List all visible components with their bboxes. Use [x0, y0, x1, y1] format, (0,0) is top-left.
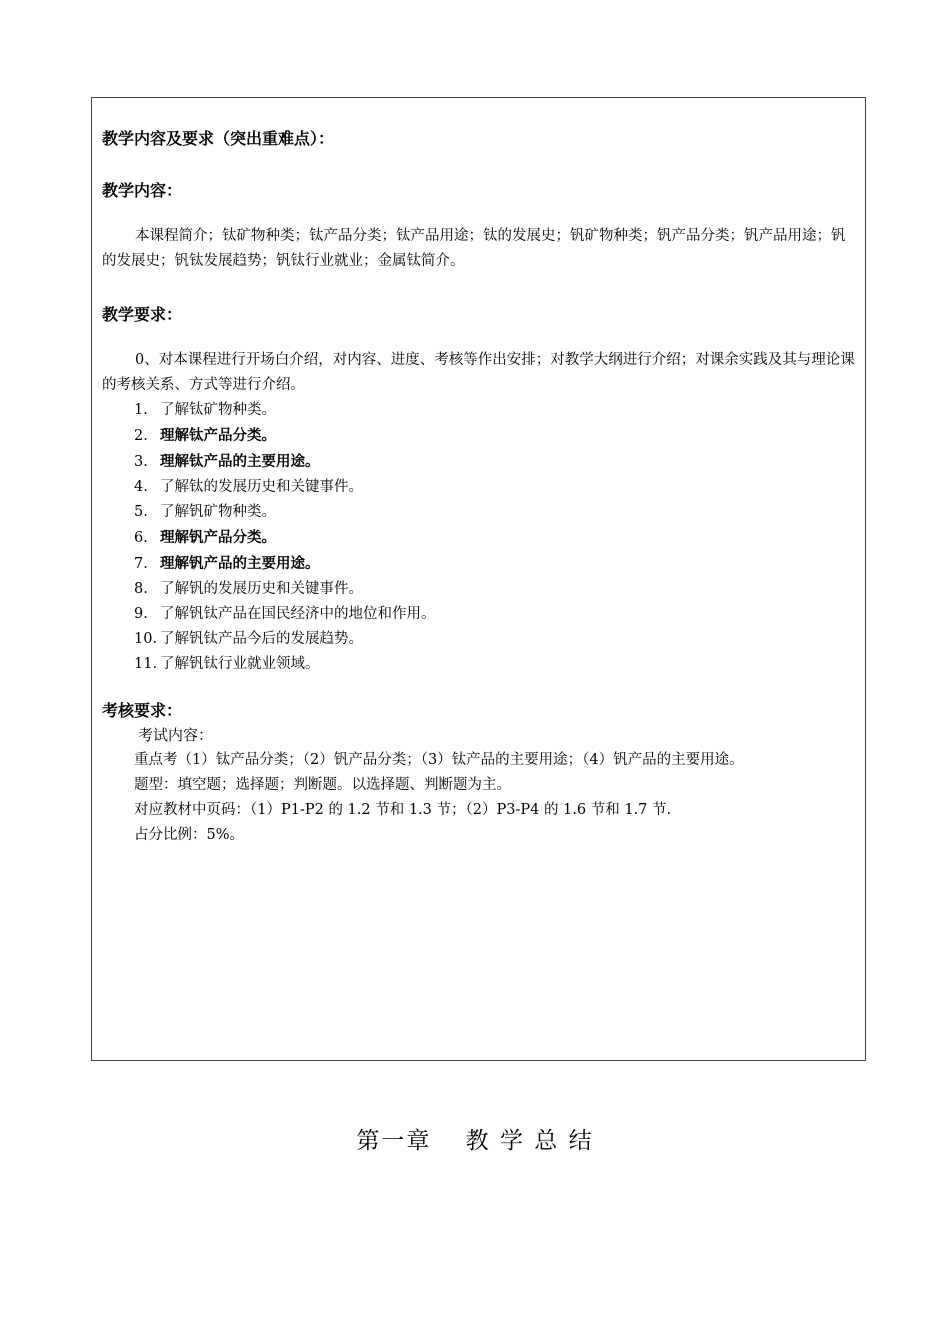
heading-teaching-content: 教学内容： — [102, 181, 183, 200]
heading-teaching-requirements: 教学要求： — [102, 305, 183, 324]
list-item: 4. 了解钛的发展历史和关键事件。 — [134, 479, 363, 495]
list-item: 5. 了解钒矿物种类。 — [134, 504, 276, 520]
exam-pages: 对应教材中页码：（1）P1-P2 的 1.2 节和 1.3 节；（2）P3-P4 的 1.6 节和 1.7 节. — [134, 802, 672, 818]
heading-content-and-requirements: 教学内容及要求（突出重难点）： — [102, 129, 335, 148]
list-item: 3. 理解钛产品的主要用途。 — [134, 453, 320, 470]
content-paragraph: 本课程简介；钛矿物种类；钛产品分类；钛产品用途；钛的发展史；钒矿物种类；钒产品分类；钒产品用途；钒的发展史；钒钛发展趋势；钒钛行业就业；金属钛简介。 — [102, 228, 846, 269]
list-item: 1. 了解钛矿物种类。 — [134, 402, 276, 418]
chapter-title: 第一章 教 学 总 结 — [356, 1128, 594, 1154]
heading-assessment-requirements: 考核要求： — [102, 701, 183, 720]
list-item: 6. 理解钒产品分类。 — [134, 529, 276, 546]
exam-details — [134, 723, 744, 848]
list-item: 7. 理解钒产品的主要用途。 — [134, 555, 320, 572]
exam-content-label: 考试内容： — [138, 726, 214, 744]
exam-types: 题型：填空题；选择题；判断题。以选择题、判断题为主。 — [134, 777, 511, 793]
list-item: 9. 了解钒钛产品在国民经济中的地位和作用。 — [134, 606, 436, 622]
requirements-intro: 0、对本课程进行开场白介绍，对内容、进度、考核等作出安排；对教学大纲进行介绍；对课余实践及其与理论课的考核关系、方式等进行介绍。 — [102, 352, 855, 393]
requirements-list — [134, 398, 436, 677]
list-item: 8. 了解钒的发展历史和关键事件。 — [134, 581, 363, 597]
teaching-content-box — [91, 97, 866, 1061]
exam-focus: 重点考（1）钛产品分类；（2）钒产品分类；（3）钛产品的主要用途；（4）钒产品的主要用途。 — [134, 752, 744, 768]
list-item: 10. 了解钒钛产品今后的发展趋势。 — [134, 631, 363, 647]
list-item: 11. 了解钒钛行业就业领域。 — [134, 656, 320, 672]
exam-ratio: 占分比例：5%。 — [134, 827, 245, 843]
list-item: 2. 理解钛产品分类。 — [134, 427, 276, 444]
